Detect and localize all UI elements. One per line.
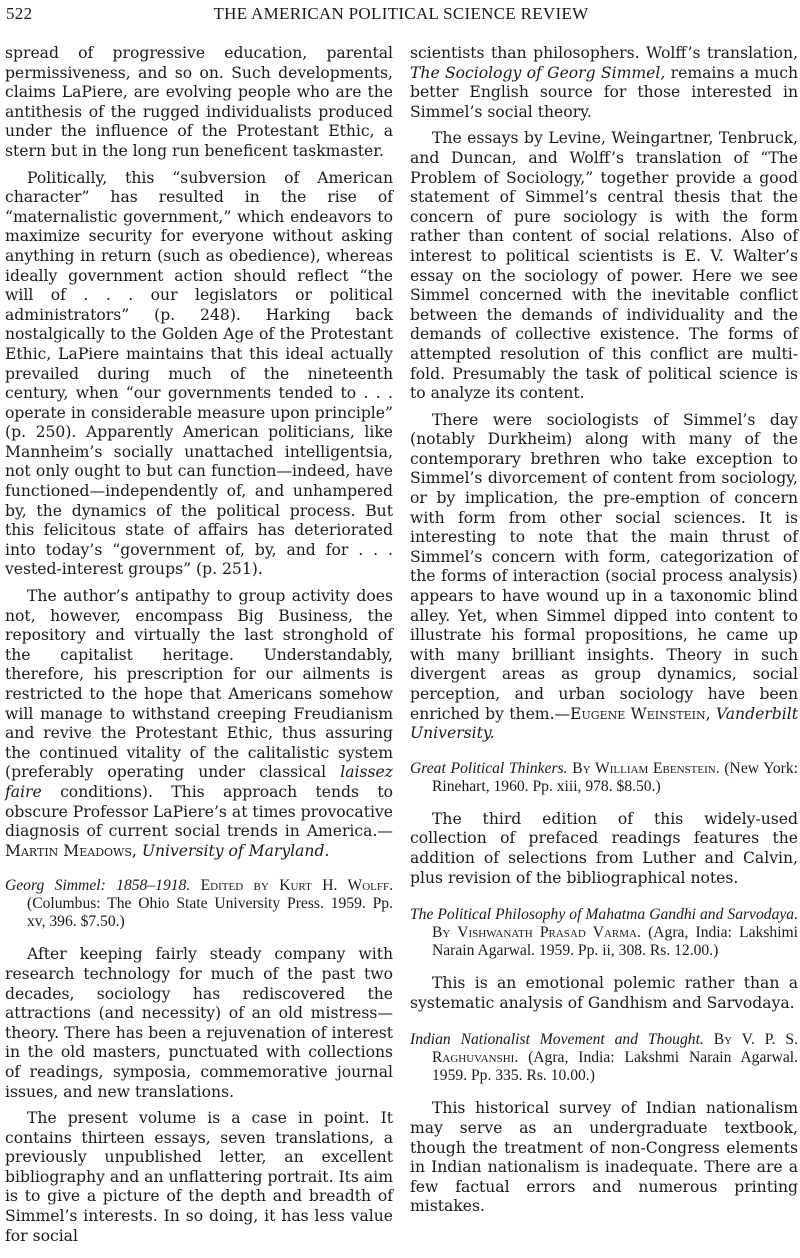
reviewer-name: Martin Meadows, <box>5 841 137 860</box>
text-run: There were sociologists of Simmel’s day (notably Durkheim) along with many of the contemporary brethren who take exception to Simmel’s divorcement of content from sociology, or by implication, the pre-emption of concern with form from other social sciences. It is interesting to note that the main thrust of Simmel’s concern with form, categorization of the forms of interaction (social process analysis) appears to have wound up in a taxonomic blind alley. Yet, when Simmel dipped into content to illustrate his formal propositions, he came up with many brilliant insights. Theory in such divergent areas as group dynamics, social perception, and urban sociology have been enriched by them.— <box>410 410 798 723</box>
body-paragraph: After keeping fairly steady company with research technology for much of the past two decades, sociology has rediscovered the attractions (and necessity) of an old mistress—theory. There has been a rejuvenation of interest in the old masters, punctuated with collections of readings, symposia, commemorative journal issues, and new translations. <box>5 945 393 1101</box>
book-author: By V. P. S. Raghuvanshi. <box>432 1031 798 1067</box>
right-column <box>410 44 798 1224</box>
body-paragraph <box>5 587 393 861</box>
book-title: Georg Simmel: 1858–1918. <box>5 877 191 895</box>
body-paragraph <box>410 44 798 122</box>
body-paragraph: The present volume is a case in point. It contains thirteen essays, seven translations, a previously unpublished letter, an excellent bibliography and an unflattering portrait. Its aim is to give a picture of the depth and breadth of Simmel’s interests. In so doing, it has less value for social <box>5 1109 393 1245</box>
review-heading <box>5 877 393 931</box>
left-column <box>5 44 393 1253</box>
book-title: The Political Philosophy of Mahatma Gandhi and Sarvodaya. <box>410 906 798 924</box>
review-heading <box>410 906 798 960</box>
journal-title: THE AMERICAN POLITICAL SCIENCE REVIEW <box>213 4 589 23</box>
text-run: remains a much better English source for those interested in Simmel’s social theory. <box>410 63 798 121</box>
text-run: scientists than philosophers. Wolff’s translation, <box>410 44 798 62</box>
publication-info: (Columbus: The Ohio State University Press. 1959. Pp. xv, 396. $7.50.) <box>27 895 393 931</box>
publication-info: (Agra, India: Lakshimi Narain Agarwal. 1959. Pp. ii, 308. Rs. 12.00.) <box>432 924 798 960</box>
italic-phrase: The Sociology of Georg Simmel, <box>410 63 666 82</box>
publication-info: (New York: Rinehart, 1960. Pp. xiii, 978. $8.50.) <box>432 759 798 795</box>
body-paragraph: This historical survey of Indian nationalism may serve as an undergraduate textbook, though the treatment of non-Congress elements in Indian nationalism is inadequate. There are a few factual errors and numerous printing mistakes. <box>410 1099 798 1216</box>
running-header <box>6 0 796 28</box>
body-paragraph <box>410 411 798 744</box>
publication-info: (Agra, India: Lakshmi Narain Agarwal. 1959. Pp. 335. Rs. 10.00.) <box>432 1049 798 1085</box>
page-number: 522 <box>6 4 33 23</box>
reviewer-name: Eugene Weinstein, <box>570 704 711 723</box>
review-heading <box>410 760 798 796</box>
body-paragraph: Politically, this “subversion of American character” has resulted in the rise of “maternalistic government,” which endeavors to maximize security for everyone without asking anything in return (such as obedience), whereas ideally government action should reflect “the will of . . . our legislators or political administrators” (p. 248). Harking back nostalgically to the Golden Age of the Protestant Ethic, LaPiere maintains that this ideal actually prevailed during much of the nineteenth century, when “our governments tended to . . . operate in considerable measure upon principle” (p. 250). Apparently American politicians, like Mannheim’s socially unattached intelligentsia, not only ought to but can function—indeed, have functioned—independently of, and unhampered by, the dynamics of the political process. But this felicitous state of affairs has deteriorated into today’s “government of, by, and for . . . vested-interest groups” (p. 251). <box>5 168 393 579</box>
book-title: Indian Nationalist Movement and Thought. <box>410 1031 704 1049</box>
reviewer-affiliation: Vanderbilt University. <box>410 704 798 743</box>
body-paragraph: spread of progressive education, parental permissiveness, and so on. Such developments, claims LaPiere, are evolving people who are the antithesis of the rugged individualists produced under the influence of the Protestant Ethic, a stern but in the long run beneficent taskmaster. <box>5 44 393 160</box>
body-paragraph: The third edition of this widely-used collection of prefaced readings features the addition of selections from Luther and Calvin, plus revision of the bibliographical notes. <box>410 809 798 887</box>
text-run: The author’s antipathy to group activity does not, however, encompass Big Business, the repository and virtually the last stronghold of the capitalist heritage. Understandably, therefore, his prescription for our ailments is restricted to the hope that Americans somehow will manage to withstand creeping Freudianism and revive the Protestant Ethic, thus assuring the continued vitality of the calitalistic system (preferably operating under classical <box>5 587 393 782</box>
book-title: Great Political Thinkers. <box>410 759 568 777</box>
italic-phrase: laissez faire <box>5 763 393 801</box>
reviewer-affiliation: University of Maryland. <box>141 841 330 860</box>
book-author: By Vishwanath Prasad Varma. <box>432 924 641 942</box>
book-editor: Edited by Kurt H. Wolff. <box>190 877 394 895</box>
body-paragraph: The essays by Levine, Weingartner, Tenbruck, and Duncan, and Wolff’s translation of “The Problem of Sociology,” together provide a good statement of Simmel’s central thesis that the concern of pure sociology is with the form rather than content of social relations. Also of interest to political scientists is E. V. Walter’s essay on the sociology of power. Here we see Simmel concerned with the inevitable conflict between the demands of individuality and the demands of collective existence. The forms of attempted resolution of this conflict are multi-fold. Presumably the task of political science is to analyze its content. <box>410 129 798 403</box>
review-heading <box>410 1031 798 1085</box>
book-author: By William Ebenstein. <box>567 759 720 777</box>
body-paragraph: This is an emotional polemic rather than a systematic analysis of Gandhism and Sarvodaya. <box>410 974 798 1012</box>
text-run: conditions). This approach tends to obscure Professor LaPiere’s at times provocative diagnosis of current social trends in America.— <box>5 782 393 841</box>
